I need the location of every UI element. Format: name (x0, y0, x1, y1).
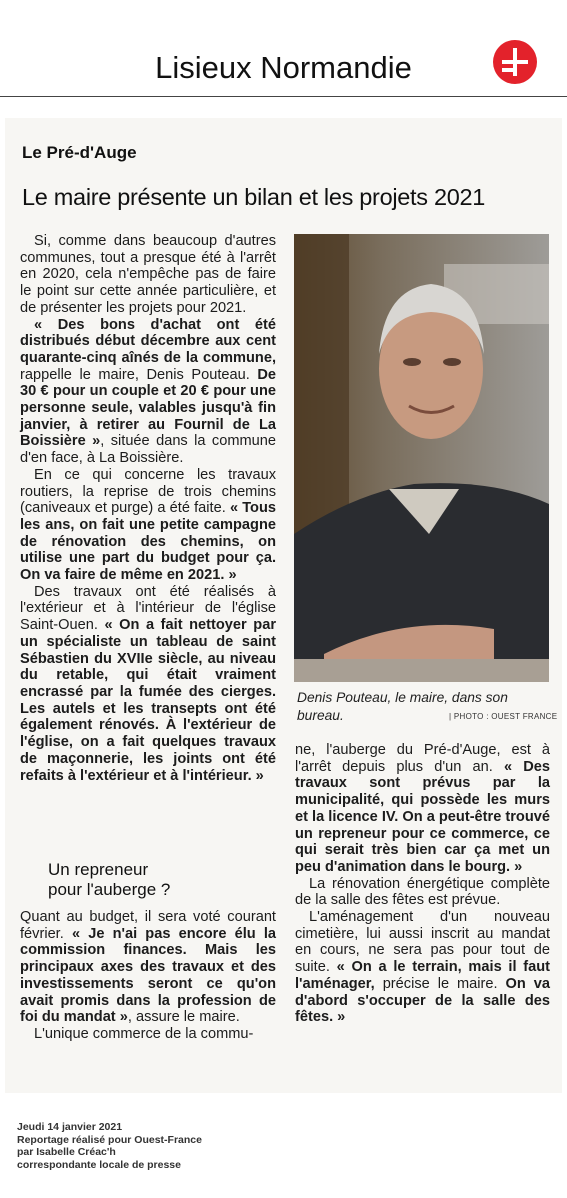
photo-credit: | PHOTO : OUEST FRANCE (449, 712, 558, 721)
body-paragraph: Si, comme dans beaucoup d'autres communes, tout a presque été à l'arrêt en 2020, cela n'empêche pas de faire le point sur cette année particulière, et de présenter les projets pour 2021. (20, 233, 276, 316)
body-paragraph: ne, l'auberge du Pré-d'Auge, est à l'arrêt depuis plus d'un an. « Des travaux sont prévus par la municipalité, qui possède les murs et la licence IV. On a peut-être trouvé un repreneur pour ce commerce, ce qui serait très bien car ça met un peu d'animation dans le bourg. » (295, 742, 550, 875)
mayor-photo (294, 234, 549, 682)
body-paragraph: L'aménagement d'un nouveau cimetière, lui aussi inscrit au mandat en cours, ne sera pas pour tout de suite. « On a le terrain, mais il faut l'aménager, précise le maire. On va d'abord s'occuper de la salle des fêtes. » (295, 909, 551, 1026)
page-title: Lisieux Normandie (155, 50, 412, 85)
article-body-column-1 (20, 233, 276, 784)
article-footer (17, 1121, 202, 1171)
body-paragraph: En ce qui concerne les travaux routiers, la reprise de trois chemins (caniveaux et purge) a été faite. « Tous les ans, on fait une petite campagne de rénovation des chemins, on utilise une part du budget pour ça. On va faire de même en 2021. » (20, 466, 276, 584)
footer-line-1: Reportage réalisé pour Ouest-France (17, 1133, 202, 1146)
body-paragraph: La rénovation énergétique complète de la salle des fêtes est prévue. (295, 875, 550, 909)
footer-line-2: par Isabelle Créac'h (17, 1146, 116, 1159)
article-rubric: Le Pré-d'Auge (22, 143, 137, 162)
ouest-france-logo-icon (493, 40, 537, 84)
header-divider (0, 96, 567, 97)
article-headline: Le maire présente un bilan et les projets 2021 (22, 184, 486, 210)
article-body-column-2 (295, 742, 550, 1026)
article-body-column-1-cont (20, 909, 276, 1043)
footer-date: Jeudi 14 janvier 2021 (17, 1121, 123, 1133)
footer-line-3: correspondante locale de presse (17, 1158, 181, 1171)
body-paragraph: L'unique commerce de la commu- (34, 1025, 254, 1042)
article-subhead: Un repreneur pour l'auberge ? (48, 860, 171, 899)
photo-caption: Denis Pouteau, le maire, dans son bureau. (297, 690, 508, 723)
body-paragraph: Des travaux ont été réalisés à l'extérieur et à l'intérieur de l'église Saint-Ouen. « On a fait nettoyer par un spécialiste un tableau de saint Sébastien du XVIIe siècle, au niveau du retable, qui était vraiment encrassé par la fumée des cierges. Les autels et les transepts ont été également rénovés. À l'extérieur de l'église, on a fait quelques travaux de maçonnerie, les joints ont été refaits à l'extérieur et à l'intérieur. » (20, 583, 276, 784)
body-paragraph: Quant au budget, il sera voté courant février. « Je n'ai pas encore élu la commission finances. Mais les principaux axes des travaux et des investissements seront ce qu'on avait promis dans la profession de foi du mandat », assure le maire. (20, 909, 276, 1026)
body-paragraph: « Des bons d'achat ont été distribués début décembre aux cent quarante-cinq aînés de la commune, rappelle le maire, Denis Pouteau. De 30 € pour un couple et 20 € pour une personne seule, valables jusqu'à fin janvier, à retirer au Fournil de La Boissière », située dans la commune d'en face, à La Boissière. (20, 316, 276, 467)
